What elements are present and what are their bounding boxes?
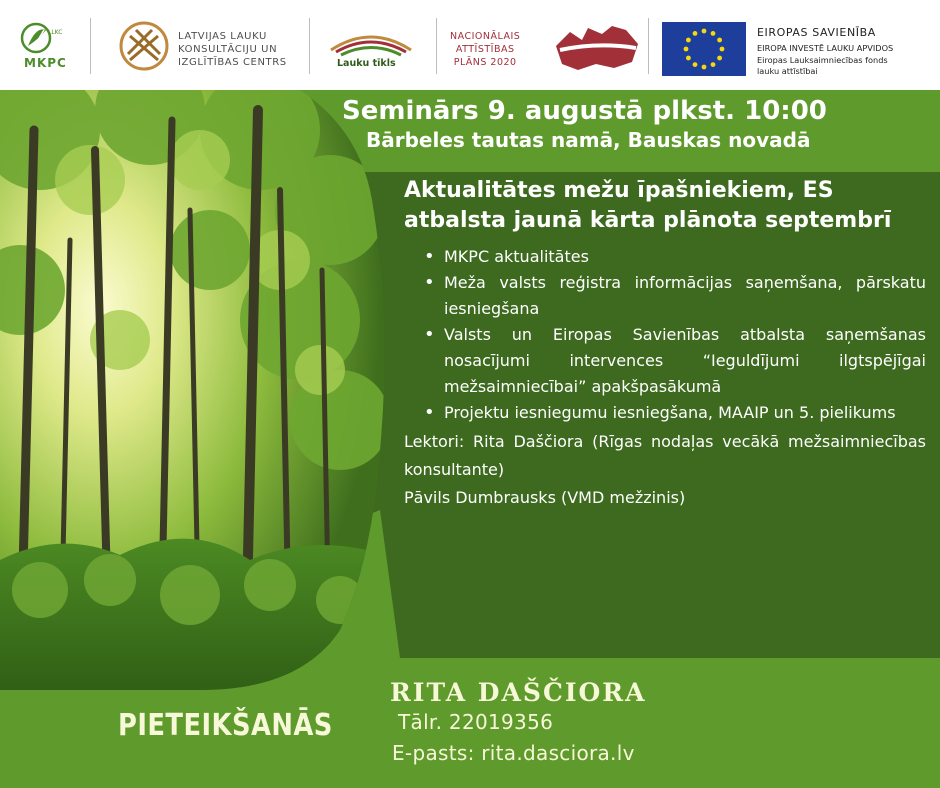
mkpc-label: MKPC	[24, 56, 67, 70]
agenda-item-text: • Meža valsts reģistra informācijas saņemšana, pārskatu iesniegšana	[444, 273, 926, 318]
eu-title: EIROPAS SAVIENĪBA	[757, 26, 876, 39]
nap-label	[450, 30, 520, 69]
agenda-item	[422, 400, 926, 426]
llkc-label-line: LATVIJAS LAUKU	[178, 31, 267, 42]
lector-line: Lektori: Rita Daščiora (Rīgas nodaļas vecākā mežsaimniecības konsultante)	[404, 432, 926, 479]
eu-subtitle-line: lauku attīstībai	[757, 66, 818, 76]
latvia-map-icon	[552, 20, 642, 76]
contact-phone: Tālr. 22019356	[398, 710, 554, 734]
event-content	[404, 176, 926, 512]
eu-subtitle-line: Eiropas Lauksaimniecības fonds	[757, 54, 888, 65]
logo-divider	[648, 18, 649, 74]
llkc-label-line: IZGLĪTĪBAS CENTRS	[178, 57, 287, 68]
agenda-item	[422, 270, 926, 322]
agenda-item-text: • Valsts un Eiropas Savienības atbalsta saņemšanas nosacījumi intervences “Ieguldījumi ilgtspējīgai mežsaimniecībai” apakšpasākumā	[444, 325, 926, 396]
latvia-map-logo	[548, 0, 638, 90]
logo-bar	[0, 0, 940, 90]
contact-email: E-pasts: rita.dasciora.lv	[392, 741, 635, 765]
nap-label-line: PLĀNS 2020	[453, 57, 517, 68]
eu-stars-icon	[662, 22, 746, 76]
eu-subtitle	[757, 43, 893, 78]
event-heading: Seminārs 9. augustā plkst. 10:00	[342, 96, 827, 126]
svg-text:LLKC: LLKC	[48, 29, 63, 36]
lauku-tikls-wave-icon	[326, 28, 416, 58]
contact-name: RITA DAŠČIORA	[390, 678, 647, 707]
event-location: Bārbeles tautas namā, Bauskas novadā	[366, 128, 811, 152]
agenda-item-text: • Projektu iesniegumu iesniegšana, MAAIP un 5. pielikums	[444, 403, 896, 422]
mkpc-logo	[10, 0, 70, 90]
agenda-item	[422, 244, 926, 270]
llkc-label	[178, 30, 287, 69]
logo-divider	[309, 18, 310, 74]
agenda-list	[404, 244, 926, 426]
eu-subtitle-line: EIROPA INVESTĒ LAUKU APVIDOS	[757, 43, 894, 53]
nap-label-line: NACIONĀLAIS	[450, 31, 521, 42]
lauku-tikls-label: Lauku tīkls	[337, 58, 396, 69]
registration-label: PIETEIKŠANĀS	[118, 708, 333, 743]
lauku-tikls-logo	[318, 0, 428, 90]
nap-label-line: ATTĪSTĪBAS	[455, 44, 515, 55]
llkc-label-line: KONSULTĀCIJU UN	[178, 44, 278, 55]
logo-divider	[436, 18, 437, 74]
lectors-text	[404, 428, 926, 512]
lector-line: Pāvils Dumbrausks (VMD mežzinis)	[404, 488, 686, 507]
agenda-item-text: • MKPC aktualitātes	[444, 247, 589, 266]
llkc-emblem-icon	[114, 16, 174, 76]
poster-main	[0, 90, 940, 788]
logo-divider	[90, 18, 91, 74]
event-title: Aktualitātes mežu īpašniekiem, ES atbalsta jaunā kārta plānota septembrī	[404, 178, 892, 233]
agenda-item	[422, 322, 926, 400]
eu-flag-logo	[662, 0, 746, 90]
